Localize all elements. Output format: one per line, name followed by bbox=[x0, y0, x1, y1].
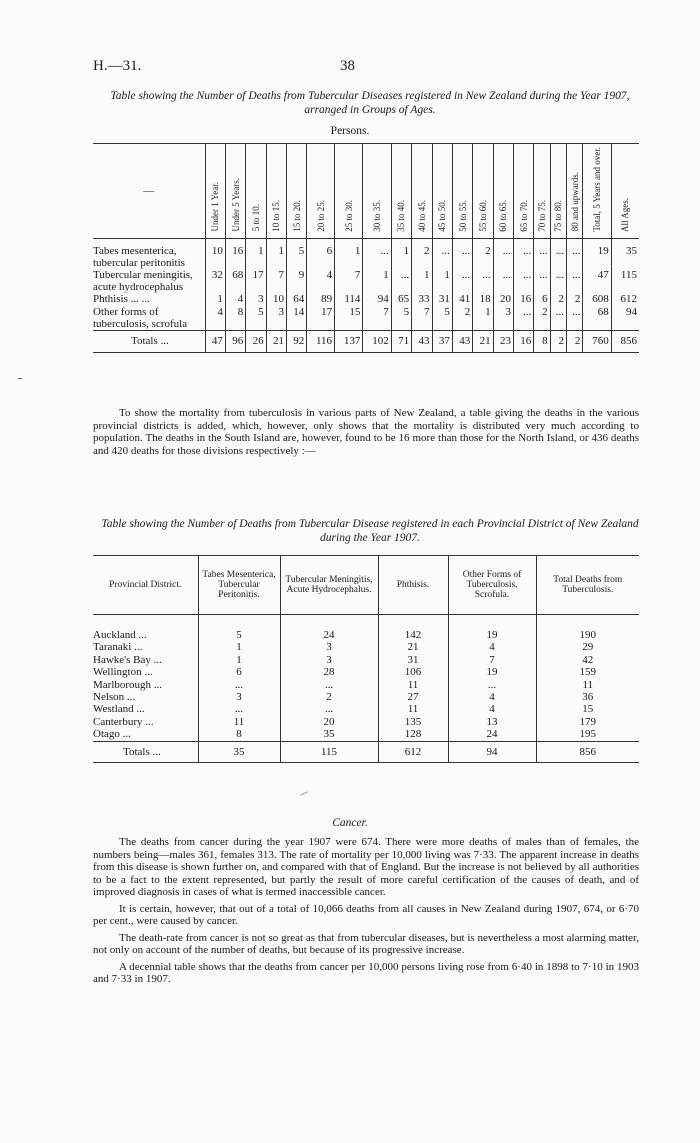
table1-cell: 3 bbox=[266, 306, 286, 331]
table2-cell: 11 bbox=[378, 703, 448, 715]
table1-total-cell: 2 bbox=[567, 330, 583, 352]
table1-cell: 94 bbox=[611, 306, 639, 331]
table1-column-label: 50 to 55. bbox=[457, 199, 468, 232]
table1-cell: 7 bbox=[266, 269, 286, 293]
table2-column-header: Tabes Mesenterica, Tubercular Peritonitis. bbox=[198, 556, 280, 615]
table1-row bbox=[93, 306, 639, 331]
table2-cell: ... bbox=[448, 679, 536, 691]
table1-cell: ... bbox=[513, 269, 533, 293]
paragraph-text: To show the mortality from tuberculosis in various parts of New Zealand, a table giving the deaths in the various provincial districts is added, which, however, only shows that the mortality is distributed very much according to population. The deaths in the South Island are, however, found to be 16 more than those for the North Island, or 436 deaths and 420 deaths for those divisions respectively :— bbox=[93, 407, 639, 457]
table1-cell: 10 bbox=[266, 293, 286, 306]
table1-caption: Table showing the Number of Deaths from Tubercular Diseases registered in New Zealand during the Year 1907, arranged in Groups of Ages. bbox=[110, 90, 630, 116]
table1-cell: ... bbox=[550, 269, 566, 293]
table1-cell: 15 bbox=[335, 306, 363, 331]
age-group-table bbox=[93, 143, 639, 353]
table1-totals-row bbox=[93, 330, 639, 352]
table1-total-cell: 43 bbox=[412, 330, 432, 352]
table1-column-label: 45 to 50. bbox=[437, 199, 448, 232]
table1-cell: 1 bbox=[391, 238, 411, 269]
table1-cell: ... bbox=[513, 306, 533, 331]
table2-cell: 3 bbox=[280, 654, 378, 666]
table1-cell: 1 bbox=[432, 269, 452, 293]
table2-row bbox=[93, 641, 639, 653]
table2-cell: 1 bbox=[198, 641, 280, 653]
table1-column-header bbox=[611, 144, 639, 239]
table1-column-header bbox=[432, 144, 452, 239]
table1-cell: 31 bbox=[432, 293, 452, 306]
table1-cell: 68 bbox=[583, 306, 611, 331]
table1-column-label: 25 to 30. bbox=[343, 199, 354, 232]
table1-column-label: 30 to 35. bbox=[372, 199, 383, 232]
table1-cell: 16 bbox=[513, 293, 533, 306]
table1-column-header bbox=[205, 144, 225, 239]
table1-cell: 6 bbox=[307, 238, 335, 269]
table2-cell: 2 bbox=[280, 691, 378, 703]
table1-total-cell: 26 bbox=[246, 330, 266, 352]
table2-cell: 42 bbox=[536, 654, 639, 666]
table1-column-header bbox=[493, 144, 513, 239]
table1-column-header bbox=[473, 144, 493, 239]
stray-mark bbox=[300, 791, 308, 795]
table1-column-label: 10 to 15. bbox=[271, 199, 282, 232]
table1-subheading: Persons. bbox=[330, 125, 370, 137]
table1-cell: 8 bbox=[225, 306, 245, 331]
table1-column-header bbox=[391, 144, 411, 239]
table1-cell: 19 bbox=[583, 238, 611, 269]
table2-cell: 13 bbox=[448, 716, 536, 728]
table1-cell: ... bbox=[493, 238, 513, 269]
table1-column-header bbox=[567, 144, 583, 239]
table1-header-row bbox=[93, 144, 639, 239]
table2-cell: ... bbox=[198, 703, 280, 715]
table2-total-cell: 856 bbox=[536, 741, 639, 762]
table1-cell: ... bbox=[432, 238, 452, 269]
cancer-paragraph: The death-rate from cancer is not so great as that from tubercular diseases, but is nevertheless a most alarming matter, not only on account of the number of deaths, but because of its progressive increase. bbox=[93, 931, 639, 956]
table1-cell: ... bbox=[363, 238, 391, 269]
district-name: Auckland ... bbox=[93, 629, 147, 641]
table2-cell: 11 bbox=[378, 679, 448, 691]
table1-cell: 20 bbox=[493, 293, 513, 306]
table1-cell: 1 bbox=[266, 238, 286, 269]
table1-corner: — bbox=[93, 144, 205, 239]
table1-total-cell: 23 bbox=[493, 330, 513, 352]
table1-cell: ... bbox=[550, 238, 566, 269]
table2-cell: 106 bbox=[378, 666, 448, 678]
cancer-section bbox=[93, 836, 639, 990]
table1-cell: ... bbox=[550, 306, 566, 331]
district-name: Canterbury ... bbox=[93, 715, 154, 728]
table1-row-label: Tabes mesenterica, tubercular peritonitis bbox=[93, 244, 185, 269]
table1-total-cell: 8 bbox=[534, 330, 550, 352]
table1-total-cell: 16 bbox=[513, 330, 533, 352]
table1-column-header bbox=[583, 144, 611, 239]
table1-cell: 33 bbox=[412, 293, 432, 306]
table2-totals-label: Totals ... bbox=[93, 741, 198, 762]
district-name: Hawke's Bay ... bbox=[93, 653, 162, 666]
table2-cell: 195 bbox=[536, 728, 639, 741]
table1-cell: ... bbox=[567, 238, 583, 269]
table1-cell: ... bbox=[513, 238, 533, 269]
table1-cell: 9 bbox=[286, 269, 306, 293]
table1-cell: 115 bbox=[611, 269, 639, 293]
table1-cell: 608 bbox=[583, 293, 611, 306]
table1-column-label: 80 and upwards. bbox=[569, 172, 580, 232]
table2-row bbox=[93, 615, 639, 642]
district-name: Westland ... bbox=[93, 703, 145, 716]
table1-column-header bbox=[452, 144, 472, 239]
table2-cell: 21 bbox=[378, 641, 448, 653]
table2-cell: 24 bbox=[280, 615, 378, 642]
table1-total-cell: 21 bbox=[473, 330, 493, 352]
table1-total-cell: 116 bbox=[307, 330, 335, 352]
table1-column-label: Under 5 Years. bbox=[230, 178, 241, 232]
table2-cell: 8 bbox=[198, 728, 280, 741]
table1-row-label: Other forms of tuberculosis, scrofula bbox=[93, 305, 188, 330]
table2-cell: 15 bbox=[536, 703, 639, 715]
table1-column-header bbox=[412, 144, 432, 239]
table2-column-header: Other Forms of Tuberculosis, Scrofula. bbox=[448, 556, 536, 615]
table1-cell: ... bbox=[534, 269, 550, 293]
table1-column-header bbox=[534, 144, 550, 239]
table2-cell: ... bbox=[198, 679, 280, 691]
table1-cell: 1 bbox=[205, 293, 225, 306]
table2-row bbox=[93, 666, 639, 678]
table1-cell: 1 bbox=[335, 238, 363, 269]
district-name: Otago ... bbox=[93, 728, 131, 741]
table2-cell: 7 bbox=[448, 654, 536, 666]
table1-row-label: Phthisis ... ... bbox=[93, 293, 150, 306]
table1-column-label: 15 to 20. bbox=[291, 199, 302, 232]
table2-column-header: Phthisis. bbox=[378, 556, 448, 615]
table1-cell: 5 bbox=[246, 306, 266, 331]
table1-cell: 35 bbox=[611, 238, 639, 269]
table1-cell: 7 bbox=[412, 306, 432, 331]
table1-column-label: 55 to 60. bbox=[477, 199, 488, 232]
table2-cell: 179 bbox=[536, 716, 639, 728]
table1-cell: ... bbox=[567, 306, 583, 331]
table2-cell: 35 bbox=[280, 728, 378, 741]
table2-cell: 1 bbox=[198, 654, 280, 666]
table1-cell: ... bbox=[493, 269, 513, 293]
table1-total-cell: 21 bbox=[266, 330, 286, 352]
table2-cell: ... bbox=[280, 703, 378, 715]
table1-total-cell: 137 bbox=[335, 330, 363, 352]
table1-cell: 1 bbox=[363, 269, 391, 293]
table1-cell: ... bbox=[391, 269, 411, 293]
table2-cell: 24 bbox=[448, 728, 536, 741]
table1-cell: 7 bbox=[363, 306, 391, 331]
table1-row bbox=[93, 293, 639, 306]
table1-cell: 2 bbox=[452, 306, 472, 331]
table1-total-cell: 37 bbox=[432, 330, 452, 352]
table1-cell: 6 bbox=[534, 293, 550, 306]
table2-header-row bbox=[93, 556, 639, 615]
table2-cell: 142 bbox=[378, 615, 448, 642]
table1-total-cell: 43 bbox=[452, 330, 472, 352]
table2-cell: ... bbox=[280, 679, 378, 691]
table1-cell: 2 bbox=[567, 293, 583, 306]
table1-cell: 68 bbox=[225, 269, 245, 293]
table1-total-cell: 47 bbox=[205, 330, 225, 352]
table1-cell: 612 bbox=[611, 293, 639, 306]
district-name: Marlborough ... bbox=[93, 678, 163, 691]
table1-cell: 4 bbox=[225, 293, 245, 306]
table2-cell: 36 bbox=[536, 691, 639, 703]
table1-cell: ... bbox=[473, 269, 493, 293]
table1-cell: ... bbox=[452, 269, 472, 293]
table1-cell: 17 bbox=[246, 269, 266, 293]
table2-cell: 4 bbox=[448, 691, 536, 703]
table1-row bbox=[93, 238, 639, 269]
table1-cell: 3 bbox=[246, 293, 266, 306]
table1-row-label: Tubercular meningitis, acute hydrocephalus bbox=[93, 268, 193, 293]
table2-cell: 19 bbox=[448, 666, 536, 678]
table1-column-header bbox=[513, 144, 533, 239]
table1-column-label: 5 to 10. bbox=[250, 204, 261, 232]
table1-cell: 5 bbox=[432, 306, 452, 331]
table2-total-cell: 115 bbox=[280, 741, 378, 762]
district-name: Nelson ... bbox=[93, 691, 136, 704]
table1-column-header bbox=[225, 144, 245, 239]
table1-total-cell: 71 bbox=[391, 330, 411, 352]
table1-column-label: 60 to 65. bbox=[498, 199, 509, 232]
table1-column-header bbox=[363, 144, 391, 239]
table1-cell: 2 bbox=[412, 238, 432, 269]
table2-cell: 19 bbox=[448, 615, 536, 642]
table1-column-header bbox=[550, 144, 566, 239]
table1-column-header bbox=[286, 144, 306, 239]
table2-cell: 6 bbox=[198, 666, 280, 678]
table2-row bbox=[93, 654, 639, 666]
table1-column-label: Total, 5 Years and over. bbox=[592, 147, 603, 232]
table1-column-label: 75 to 80. bbox=[553, 199, 564, 232]
table1-column-label: All Ages. bbox=[620, 197, 631, 232]
page-number: 38 bbox=[340, 58, 355, 74]
table2-cell: 20 bbox=[280, 716, 378, 728]
table2-row bbox=[93, 716, 639, 728]
table1-cell: 17 bbox=[307, 306, 335, 331]
tuberculosis-paragraph bbox=[93, 407, 639, 461]
table1-total-cell: 92 bbox=[286, 330, 306, 352]
table2-column-header: Tubercular Meningitis, Acute Hydrocephalus. bbox=[280, 556, 378, 615]
table1-column-header bbox=[246, 144, 266, 239]
table1-column-label: 35 to 40. bbox=[396, 199, 407, 232]
table1-column-label: Under 1 Year. bbox=[210, 182, 221, 232]
table1-cell: 94 bbox=[363, 293, 391, 306]
table1-cell: 16 bbox=[225, 238, 245, 269]
table2-cell: 28 bbox=[280, 666, 378, 678]
table2-total-cell: 35 bbox=[198, 741, 280, 762]
table1-column-header bbox=[266, 144, 286, 239]
cancer-paragraph: The deaths from cancer during the year 1907 were 674. There were more deaths of males than of females, the numbers being—males 361, females 313. The rate of mortality per 10,000 living was 7·33. The apparent increase in deaths from this disease is shown further on, and compared with that of England. But the increase is not believed by all authorities to be a fact to the extent represented, but partly the result of more careful certification of the causes of death, and of improved diagnosis in cases of what is termed inaccessible cancer. bbox=[93, 836, 639, 898]
table1-cell: 14 bbox=[286, 306, 306, 331]
provincial-district-table bbox=[93, 555, 639, 763]
table2-cell: 11 bbox=[536, 679, 639, 691]
table1-total-cell: 102 bbox=[363, 330, 391, 352]
table1-total-cell: 2 bbox=[550, 330, 566, 352]
table1-column-label: 70 to 75. bbox=[536, 199, 547, 232]
table1-cell: 1 bbox=[246, 238, 266, 269]
table1-cell: 2 bbox=[534, 306, 550, 331]
table2-cell: 3 bbox=[198, 691, 280, 703]
table1-cell: ... bbox=[452, 238, 472, 269]
table2-cell: 5 bbox=[198, 615, 280, 642]
table1-cell: 1 bbox=[412, 269, 432, 293]
table1-cell: ... bbox=[567, 269, 583, 293]
table1-cell: 4 bbox=[307, 269, 335, 293]
table2-cell: 4 bbox=[448, 641, 536, 653]
district-name: Taranaki ... bbox=[93, 641, 143, 654]
table2-cell: 11 bbox=[198, 716, 280, 728]
table2-row bbox=[93, 728, 639, 741]
table2-totals-row bbox=[93, 741, 639, 762]
table2-cell: 29 bbox=[536, 641, 639, 653]
table1-totals-label: Totals ... bbox=[93, 330, 205, 352]
table2-cell: 4 bbox=[448, 703, 536, 715]
report-code: H.—31. bbox=[93, 58, 142, 74]
table1-cell: 1 bbox=[473, 306, 493, 331]
table1-cell: 114 bbox=[335, 293, 363, 306]
table1-cell: 41 bbox=[452, 293, 472, 306]
table1-cell: 5 bbox=[391, 306, 411, 331]
table2-cell: 3 bbox=[280, 641, 378, 653]
table1-total-cell: 760 bbox=[583, 330, 611, 352]
table1-total-cell: 856 bbox=[611, 330, 639, 352]
table1-column-label: 40 to 45. bbox=[416, 199, 427, 232]
table1-cell: 2 bbox=[550, 293, 566, 306]
table1-cell: 47 bbox=[583, 269, 611, 293]
table2-cell: 31 bbox=[378, 654, 448, 666]
table2-total-cell: 612 bbox=[378, 741, 448, 762]
table2-row bbox=[93, 691, 639, 703]
table1-column-label: 65 to 70. bbox=[518, 199, 529, 232]
table1-row bbox=[93, 269, 639, 293]
table1-cell: 5 bbox=[286, 238, 306, 269]
table2-cell: 159 bbox=[536, 666, 639, 678]
table1-column-header bbox=[307, 144, 335, 239]
table2-cell: 27 bbox=[378, 691, 448, 703]
table1-column-label: 20 to 25. bbox=[315, 199, 326, 232]
table1-cell: 89 bbox=[307, 293, 335, 306]
table1-cell: 18 bbox=[473, 293, 493, 306]
cancer-heading: Cancer. bbox=[332, 817, 368, 829]
table2-caption: Table showing the Number of Deaths from Tubercular Disease registered in each Provincial District of New Zealand during the Year 1907. bbox=[101, 518, 639, 544]
table2-column-header: Total Deaths from Tuberculosis. bbox=[536, 556, 639, 615]
table2-column-header: Provincial District. bbox=[93, 556, 198, 615]
table2-cell: 128 bbox=[378, 728, 448, 741]
margin-mark bbox=[18, 378, 22, 379]
table1-cell: ... bbox=[534, 238, 550, 269]
table1-cell: 4 bbox=[205, 306, 225, 331]
table1-cell: 2 bbox=[473, 238, 493, 269]
table1-cell: 3 bbox=[493, 306, 513, 331]
table1-cell: 10 bbox=[205, 238, 225, 269]
table1-column-header bbox=[335, 144, 363, 239]
table2-total-cell: 94 bbox=[448, 741, 536, 762]
table1-total-cell: 96 bbox=[225, 330, 245, 352]
table2-cell: 190 bbox=[536, 615, 639, 642]
table1-cell: 64 bbox=[286, 293, 306, 306]
cancer-paragraph: A decennial table shows that the deaths from cancer per 10,000 persons living rose from 6·40 in 1898 to 7·10 in 1903 and 7·33 in 1907. bbox=[93, 960, 639, 985]
table2-cell: 135 bbox=[378, 716, 448, 728]
district-name: Wellington ... bbox=[93, 666, 153, 679]
table1-cell: 7 bbox=[335, 269, 363, 293]
table2-row bbox=[93, 703, 639, 715]
table1-cell: 32 bbox=[205, 269, 225, 293]
table2-row bbox=[93, 679, 639, 691]
table1-cell: 65 bbox=[391, 293, 411, 306]
cancer-paragraph: It is certain, however, that out of a total of 10,066 deaths from all causes in New Zealand during 1907, 674, or 6·70 per cent., were caused by cancer. bbox=[93, 902, 639, 927]
